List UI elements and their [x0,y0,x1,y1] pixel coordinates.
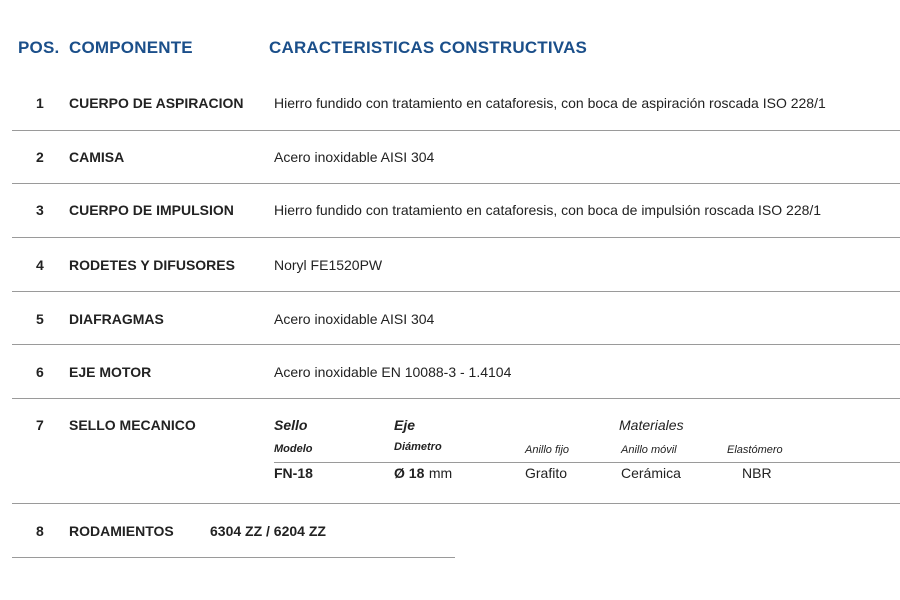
row-pos: 8 [36,523,44,539]
row-component: CUERPO DE ASPIRACION [69,95,244,111]
row-component: RODAMIENTOS [69,523,174,539]
header-pos: POS. [18,38,60,57]
materials-heading: Materiales [619,417,684,433]
row-divider [12,557,455,558]
seal-heading: Sello [274,417,308,433]
row-pos: 5 [36,311,44,327]
row-divider [12,183,900,184]
row-pos: 2 [36,149,44,165]
moving-ring-value: Cerámica [621,465,681,481]
seal-subtable-divider [274,462,900,463]
row-component: RODETES Y DIFUSORES [69,257,235,273]
row-component: DIAFRAGMAS [69,311,164,327]
row-divider [12,398,900,399]
row-divider [12,237,900,238]
elastomer-label: Elastómero [727,444,783,456]
row-component: SELLO MECANICO [69,417,196,433]
header-componente: COMPONENTE [69,38,193,57]
diameter-number: Ø 18 [394,465,425,481]
row-pos: 6 [36,364,44,380]
row-description: Hierro fundido con tratamiento en cataforesis, con boca de aspiración roscada ISO 228/1 [274,95,826,111]
row-pos: 7 [36,417,44,433]
moving-ring-label: Anillo móvil [621,444,677,456]
row-description: Noryl FE1520PW [274,257,383,273]
row-component: EJE MOTOR [69,364,152,380]
row-component: CAMISA [69,149,125,165]
row-divider [12,503,900,504]
row-pos: 1 [36,95,44,111]
diameter-unit: mm [428,465,453,481]
row-divider [12,291,900,292]
elastomer-value: NBR [742,465,772,481]
model-label: Modelo [274,443,313,455]
diameter-label: Diámetro [394,441,442,453]
shaft-heading: Eje [394,417,416,433]
fixed-ring-value: Grafito [525,465,568,481]
fixed-ring-label: Anillo fijo [525,444,570,456]
row-component: CUERPO DE IMPULSION [69,202,234,218]
seal-row [0,417,900,497]
row-description: Acero inoxidable AISI 304 [274,149,435,165]
header-caracteristicas: CARACTERISTICAS CONSTRUCTIVAS [269,38,588,57]
model-value: FN-18 [274,465,313,481]
row-description: Acero inoxidable AISI 304 [274,311,435,327]
row-pos: 3 [36,202,44,218]
bearing-value: 6304 ZZ / 6204 ZZ [210,523,326,539]
diameter-value [394,465,452,483]
row-divider [12,344,900,345]
row-divider [12,130,900,131]
row-description: Acero inoxidable EN 10088-3 - 1.4104 [274,364,512,380]
row-pos: 4 [36,257,44,273]
row-description: Hierro fundido con tratamiento en cataforesis, con boca de impulsión roscada ISO 228/1 [274,202,822,218]
